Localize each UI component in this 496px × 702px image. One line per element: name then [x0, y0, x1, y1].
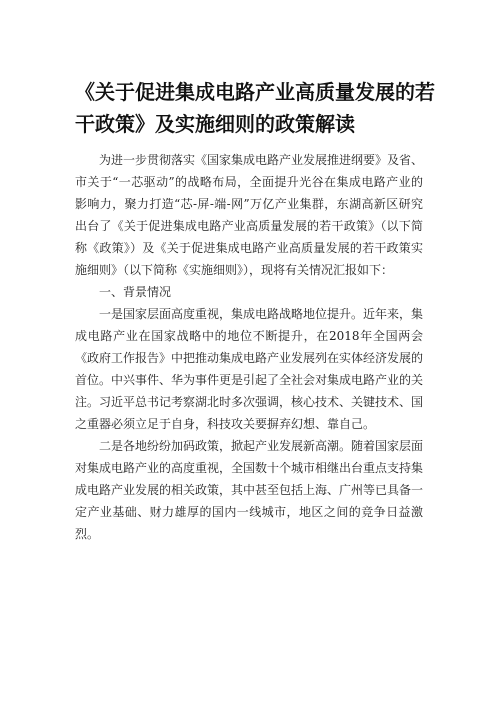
- background-paragraph-2: 二是各地纷纷加码政策，掀起产业发展新高潮。随着国家层面对集成电路产业的高度重视，全国数十个城市相继出台重点支持集成电路产业发展的相关政策，其中甚至包括上海、广州等已具备一定产业基础、财力雄厚的国内一线城市，地区之间的竞争日益激烈。: [75, 439, 424, 541]
- document-title: 《关于促进集成电路产业高质量发展的若干政策》及实施细则的政策解读: [75, 80, 435, 136]
- section-heading-background: 一、背景情况: [99, 285, 172, 299]
- intro-paragraph: 为进一步贯彻落实《国家集成电路产业发展推进纲要》及省、市关于“一芯驱动”的战略布局，全面提升光谷在集成电路产业的影响力，聚力打造“芯-屏-端-网”万亿产业集群，东湖高新区研究出台了《关于促进集成电路产业高质量发展的若干政策》（以下简称《政策》）及《关于促进集成电路产业高质量发展的若干政策实施细则》（以下简称《实施细则》），现将有关情况汇报如下：: [75, 153, 424, 277]
- background-paragraph-1: 一是国家层面高度重视，集成电路战略地位提升。近年来，集成电路产业在国家战略中的地位不断提升，在2018年全国两会《政府工作报告》中把推动集成电路产业发展列在实体经济发展的首位。中兴事件、华为事件更是引起了全社会对集成电路产业的关注。习近平总书记考察湖北时多次强调，核心技术、关键技术、国之重器必须立足于自身，科技攻关要摒弃幻想、靠自己。: [75, 307, 424, 431]
- document-body: [75, 149, 423, 545]
